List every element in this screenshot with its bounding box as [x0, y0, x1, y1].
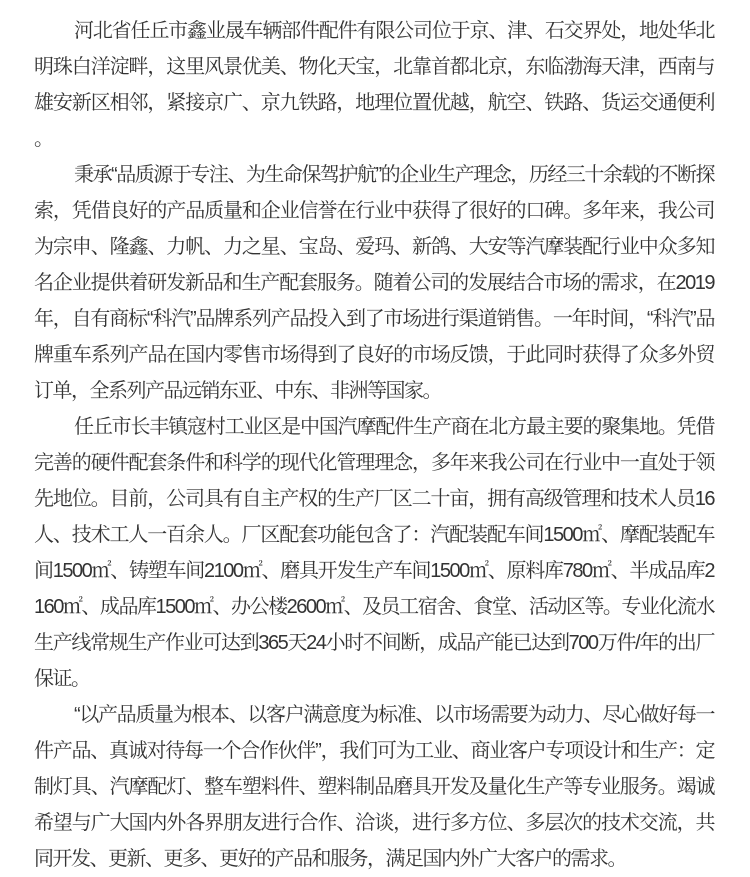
paragraph-philosophy-and-brand: 秉承“品质源于专注、为生命保驾护航”的企业生产理念，历经三十余载的不断探索，凭借良好的产品质量和企业信誉在行业中获得了很好的口碑。多年来，我公司为宗申、隆鑫、力帆、力之星、宝岛、爱玛、新鸽、大安等汽摩装配行业中众多知名企业提供着研发新品和生产配套服务。随着公司的发展结合市场的需求，在2019年，自有商标“科汽”品牌系列产品投入到了市场进行渠道销售。一年时间，“科汽”品牌重车系列产品在国内零售市场得到了良好的市场反馈，于此同时获得了众多外贸订单，全系列产品远销东亚、中东、非洲等国家。: [34, 164, 714, 402]
paragraph-services-and-cooperation: “以产品质量为根本、以客户满意度为标准、以市场需要为动力、尽心做好每一件产品、真诚对待每一个合作伙伴”，我们可为工业、商业客户专项设计和生产：定制灯具、汽摩配灯、整车塑料件、塑料制品磨具开发及量化生产等专业服务。竭诚希望与广大国内外各界朋友进行合作、洽谈，进行多方位、多层次的技术交流，共同开发、更新、更多、更好的产品和服务，满足国内外广大客户的需求。: [34, 704, 714, 870]
paragraph-facilities-and-capacity: 任丘市长丰镇寇村工业区是中国汽摩配件生产商在北方最主要的聚集地。凭借完善的硬件配套条件和科学的现代化管理理念，多年来我公司在行业中一直处于领先地位。目前，公司具有自主产权的生产厂区二十亩，拥有高级管理和技术人员16人、技术工人一百余人。厂区配套功能包含了：汽配装配车间1500㎡、摩配装配车间1500㎡、铸塑车间2100㎡、磨具开发生产车间1500㎡、原料库780㎡、半成品库2160㎡、成品库1500㎡、办公楼2600㎡、及员工宿舍、食堂、活动区等。专业化流水生产线常规生产作业可达到365天24小时不间断，成品产能已达到700万件/年的出厂保证。: [34, 416, 714, 690]
paragraph-company-location: 河北省任丘市鑫业晟车辆部件配件有限公司位于京、津、石交界处，地处华北明珠白洋淀畔，这里风景优美、物化天宝，北靠首都北京，东临渤海天津，西南与雄安新区相邻，紧接京广、京九铁路，地理位置优越，航空、铁路、货运交通便利。: [34, 20, 714, 150]
